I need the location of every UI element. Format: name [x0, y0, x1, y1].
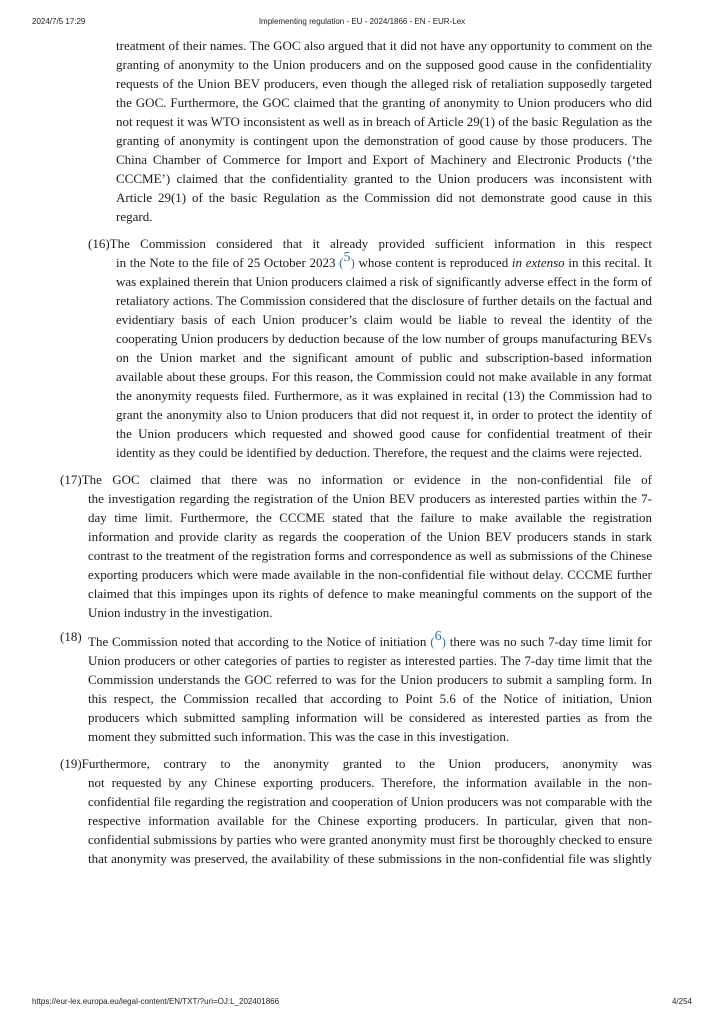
footnote-5-close: ): [350, 255, 355, 270]
recital-17-body: the investigation regarding the registration of the Union BEV producers as interested parties within the 7-day time limit. Furthermore, the CCCME stated that the failure to make available the registration information and provide clarity as regards the cooperation of the Union BEV producers stands in stark contrast to the treatment of the registration forms and correspondence as well as submissions of the Chinese exporting producers which were made available in the non-confidential file without delay. CCCME further claimed that this impinges upon its rights of defence to make meaningful comments on the support of the Union industry in the investigation.: [88, 491, 652, 620]
footnote-5-open: (: [339, 255, 344, 270]
recital-16-number: (16): [88, 236, 110, 251]
recital-17-first-line-text: The GOC claimed that there was no information or evidence in the non-confidential file of: [81, 472, 652, 487]
footnote-6-open: (: [430, 634, 435, 649]
recital-17: [60, 470, 652, 622]
recital-19-number: (19): [60, 756, 82, 771]
recital-16-italic: in extenso: [511, 255, 565, 270]
recital-19-first-line-text: Furthermore, contrary to the anonymity granted to the Union producers, anonymity was: [81, 756, 652, 771]
recital-17-first-line: [60, 470, 652, 489]
recital-16-first-line: [88, 234, 652, 253]
footnote-5-number: 5: [343, 250, 351, 265]
recital-18-text-b: there was no such 7-day time limit for Union producers or other categories of parties to register as interested parties. The 7-day time limit that the Commission understands the GOC referred to was for the Union producers to submit a sampling form. In this respect, the Commission recalled that according to Point 5.6 of the Notice of initiation, Union producers which submitted sampling information will be considered as interested parties as from the moment they submitted such information. This was the case in this investigation.: [88, 634, 652, 744]
recital-16-text-b: whose content is reproduced: [354, 255, 512, 270]
recital-19: [60, 754, 652, 868]
recital-15-continuation: [88, 36, 652, 226]
footnote-link-5[interactable]: [339, 250, 355, 270]
footnote-6-close: ): [441, 634, 446, 649]
recital-17-number: (17): [60, 472, 82, 487]
document-body: [60, 36, 652, 876]
recital-16-first-line-text: The Commission considered that it already provided sufficient information in this respect: [109, 236, 652, 251]
print-header: [0, 17, 724, 29]
recital-16-text-c: in this recital. It was explained therein that Union producers claimed a risk of significantly adverse effect in the form of retaliatory actions. The Commission considered that the disclosure of further details on the factual and evidentiary basis of each Union producer’s claim would be liable to reveal the identity of the cooperating Union producers by deduction because of the low number of groups manufacturing BEVs on the Union market and the significant amount of public and subscription-based information available about these groups. For this reason, the Commission could not make available in any format the anonymity requests filed. Furthermore, as it was explained in recital (13) the Commission had to grant the anonymity also to Union producers that did not request it, in order to protect the identity of the Union producers which requested and showed good cause for confidential treatment of their identity as they could be identified by deduction. Therefore, the request and the claims were rejected.: [116, 255, 652, 460]
recital-18-number: (18): [60, 629, 82, 644]
footnote-6-number: 6: [434, 629, 442, 644]
print-page-title: Implementing regulation - EU - 2024/1866 - EN - EUR-Lex: [258, 17, 466, 26]
recital-16-body: [88, 250, 652, 462]
recital-16-text-a: in the Note to the file of 25 October 2023: [116, 255, 336, 270]
footnote-link-6[interactable]: [430, 629, 446, 649]
footer-url-link[interactable]: https://eur-lex.europa.eu/legal-content/EN/TXT/?uri=OJ:L_202401866: [32, 997, 280, 1006]
recital-18: [60, 629, 652, 746]
recital-18-body: [60, 629, 652, 746]
print-footer: [0, 997, 724, 1009]
recital-19-body: not requested by any Chinese exporting producers. Therefore, the information available in the non-confidential file regarding the registration and cooperation of Union producers was not comparable with the respective information available for the Chinese exporting producers. In particular, given that non-confidential submissions by parties who were granted anonymity must first be thoroughly checked to ensure that anonymity was preserved, the availability of these submissions in the non-confidential file was slightly: [88, 775, 652, 866]
recital-19-first-line: [60, 754, 652, 773]
footer-page-number: 4/254: [671, 997, 692, 1006]
recital-18-text-a: The Commission noted that according to the Notice of initiation: [88, 634, 427, 649]
recital-15-text: treatment of their names. The GOC also argued that it did not have any opportunity to comment on the granting of anonymity to the Union producers and on the supposed good cause in the confidentiality requests of the Union BEV producers, even though the alleged risk of retaliation supposedly targeted the GOC. Furthermore, the GOC claimed that the granting of anonymity to Union producers who did not request it was WTO inconsistent as well as in breach of Article 29(1) of the basic Regulation as the granting of anonymity is contingent upon the demonstration of good cause by those producers. The China Chamber of Commerce for Import and Export of Machinery and Electronic Products (‘the CCCME’) claimed that the confidentiality granted to the Union producers was inconsistent with Article 29(1) of the basic Regulation as the Commission did not demonstrate good cause in this regard.: [116, 38, 652, 224]
recital-16: [88, 234, 652, 462]
print-datetime: 2024/7/5 17:29: [32, 17, 86, 26]
